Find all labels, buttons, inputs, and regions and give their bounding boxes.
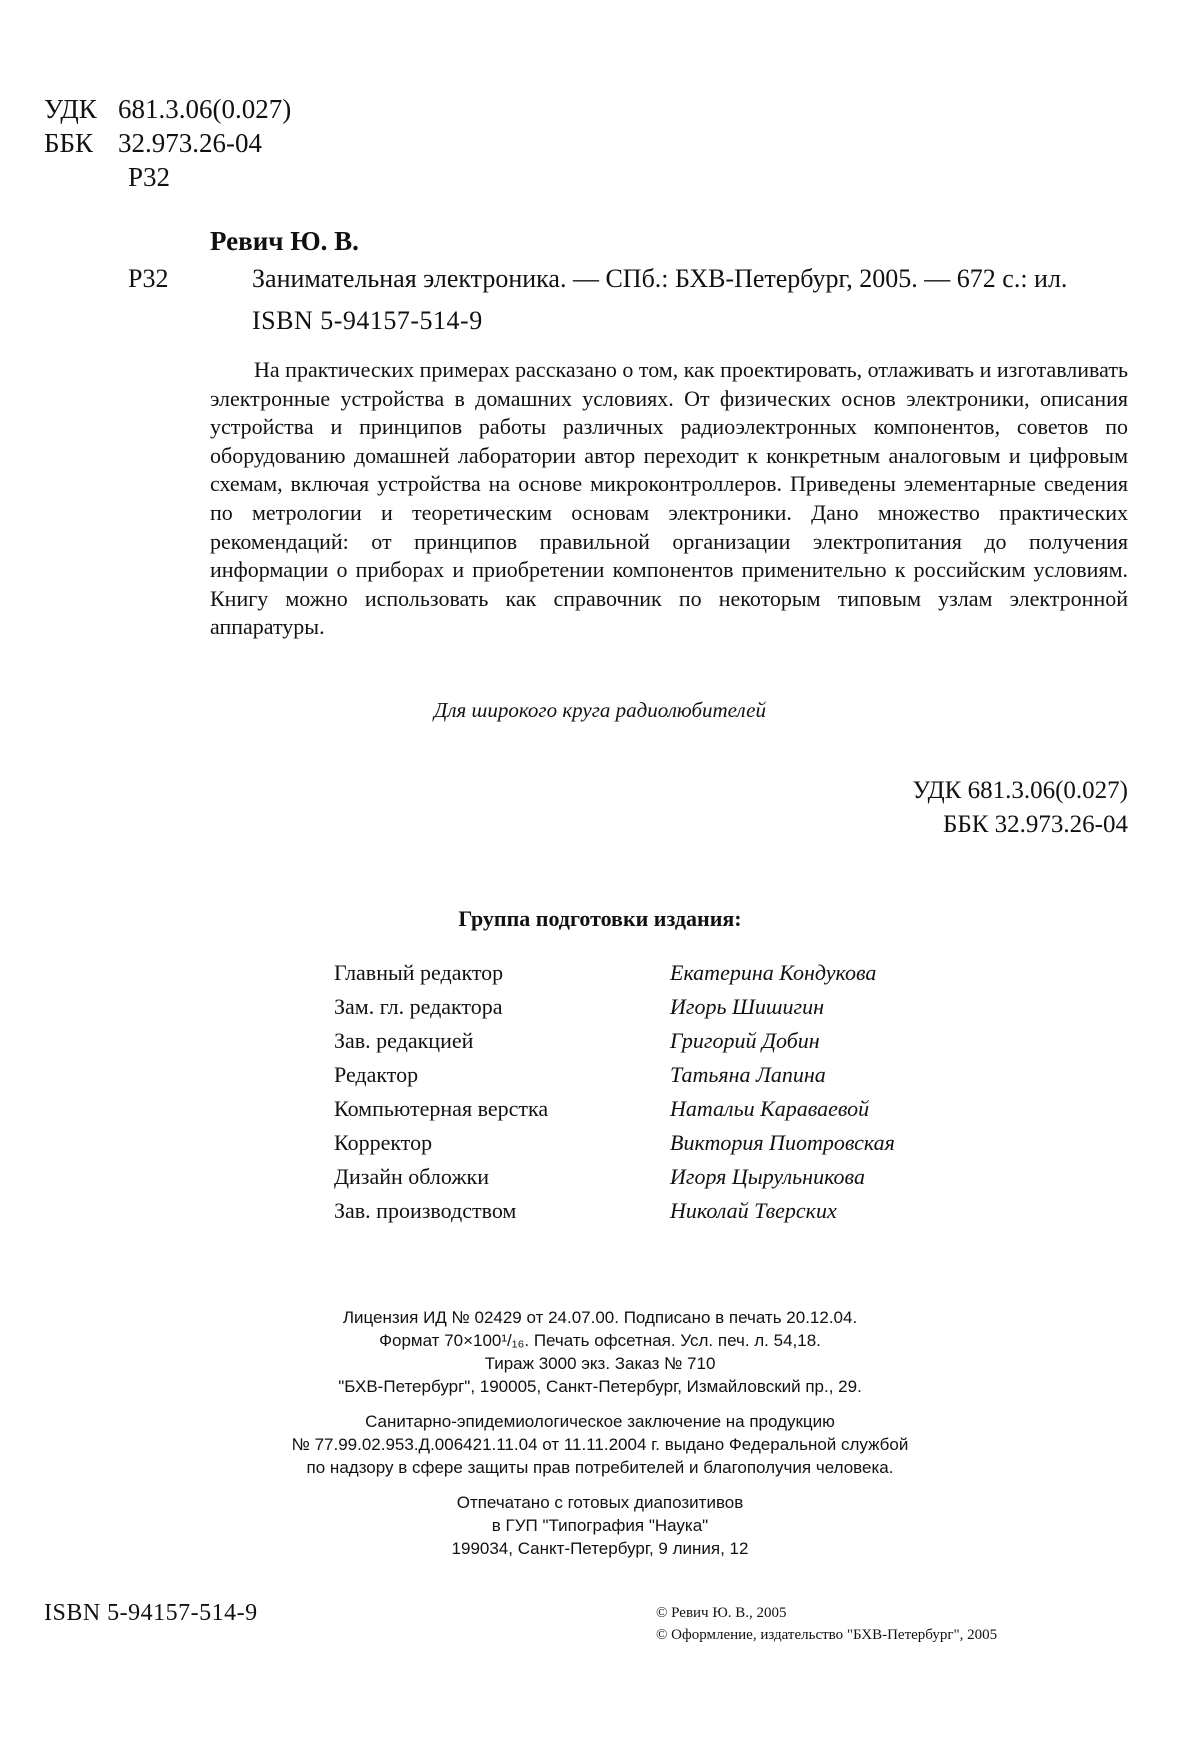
staff-role: Главный редактор	[334, 960, 504, 985]
staff-row	[334, 1092, 895, 1126]
printer-address: 199034, Санкт-Петербург, 9 линия, 12	[451, 1539, 749, 1558]
book-author: Ревич Ю. В.	[210, 226, 359, 256]
author-code: Р32	[128, 162, 171, 192]
copyright-publisher: © Оформление, издательство "БХВ-Петербург", 2005	[656, 1627, 998, 1643]
isbn-bottom: ISBN 5-94157-514-9	[44, 1600, 258, 1626]
printer-line: в ГУП "Типография "Наука"	[491, 1516, 709, 1535]
bbk-row	[44, 126, 291, 160]
book-annotation: На практических примерах рассказано о том, как проектировать, отлаживать и изготавливать электронные устройства в домашних условиях. От физических основ электроники, описания устройства и принципов работы различных радиоэлектронных компонентов, советов по оборудованию домашней лаборатории автор переходит к конкретным аналоговым и цифровым схемам, включая устройства на основе микроконтроллеров. Приведены элементарные сведения по метрологии и теоретическим основам электроники. Дано множество практических рекомендаций: от принципов правильной организации электропитания до получения информации о приборах и приобретении компонентов применительно к российским условиям. Книгу можно использовать как справочник по некоторым типовым узлам электронной аппаратуры.	[210, 357, 1128, 640]
sanitary-line: № 77.99.02.953.Д.006421.11.04 от 11.11.2004 г. выдано Федеральной службой	[291, 1435, 909, 1454]
staff-role: Корректор	[334, 1130, 433, 1155]
staff-list	[334, 956, 895, 1228]
printer-line: Отпечатано с готовых диапозитивов	[456, 1493, 744, 1512]
udk-row	[44, 92, 291, 126]
staff-title: Группа подготовки издания:	[458, 906, 742, 931]
staff-role: Зав. редакцией	[334, 1028, 474, 1053]
staff-name: Виктория Пиотровская	[670, 1130, 895, 1155]
udk-right: УДК 681.3.06(0.027)	[912, 777, 1128, 804]
bibliographic-line: Занимательная электроника. — СПб.: БХВ-Петербург, 2005. — 672 с.: ил.	[252, 264, 1068, 293]
format-line: Формат 70×100¹/₁₆. Печать офсетная. Усл. печ. л. 54,18.	[379, 1331, 821, 1350]
staff-name: Игорь Шишигин	[670, 994, 825, 1019]
catalog-code: Р32	[128, 264, 169, 293]
staff-row	[334, 990, 895, 1024]
copyright-block	[656, 1602, 997, 1646]
staff-row	[334, 1126, 895, 1160]
staff-role: Компьютерная верстка	[334, 1096, 549, 1121]
staff-name: Татьяна Лапина	[670, 1062, 826, 1087]
printer-block	[0, 1491, 1200, 1560]
staff-row	[334, 956, 895, 990]
staff-name: Игоря Цырульникова	[670, 1164, 865, 1189]
staff-row	[334, 1160, 895, 1194]
bbk-right: ББК 32.973.26-04	[943, 811, 1128, 838]
staff-name: Натальи Караваевой	[670, 1096, 870, 1121]
staff-role: Дизайн обложки	[334, 1164, 490, 1189]
staff-name: Николай Тверских	[670, 1198, 837, 1223]
classification-block	[44, 92, 291, 194]
staff-row	[334, 1194, 895, 1228]
print-imprint	[0, 1306, 1200, 1572]
sanitary-line: по надзору в сфере защиты прав потребителей и благополучия человека.	[306, 1458, 894, 1477]
license-block	[0, 1306, 1200, 1398]
target-audience: Для широкого круга радиолюбителей	[434, 698, 766, 722]
staff-row	[334, 1058, 895, 1092]
udk-label: УДК	[44, 94, 97, 124]
udk-value: 681.3.06(0.027)	[118, 94, 292, 124]
print-run-line: Тираж 3000 экз. Заказ № 710	[484, 1354, 716, 1373]
staff-name: Екатерина Кондукова	[670, 960, 877, 985]
isbn-top: ISBN 5-94157-514-9	[252, 306, 483, 335]
staff-role: Зав. производством	[334, 1198, 517, 1223]
staff-row	[334, 1024, 895, 1058]
bbk-label: ББК	[44, 128, 94, 158]
sanitary-block	[0, 1410, 1200, 1479]
staff-role: Зам. гл. редактора	[334, 994, 503, 1019]
copyright-author: © Ревич Ю. В., 2005	[656, 1605, 787, 1621]
bbk-value: 32.973.26-04	[118, 128, 262, 158]
license-line: Лицензия ИД № 02429 от 24.07.00. Подписано в печать 20.12.04.	[342, 1308, 858, 1327]
classification-right	[912, 774, 1128, 842]
publisher-address: "БХВ-Петербург", 190005, Санкт-Петербург, Измайловский пр., 29.	[338, 1377, 862, 1396]
sanitary-line: Санитарно-эпидемиологическое заключение на продукцию	[365, 1412, 835, 1431]
staff-name: Григорий Добин	[670, 1028, 820, 1053]
staff-role: Редактор	[334, 1062, 419, 1087]
